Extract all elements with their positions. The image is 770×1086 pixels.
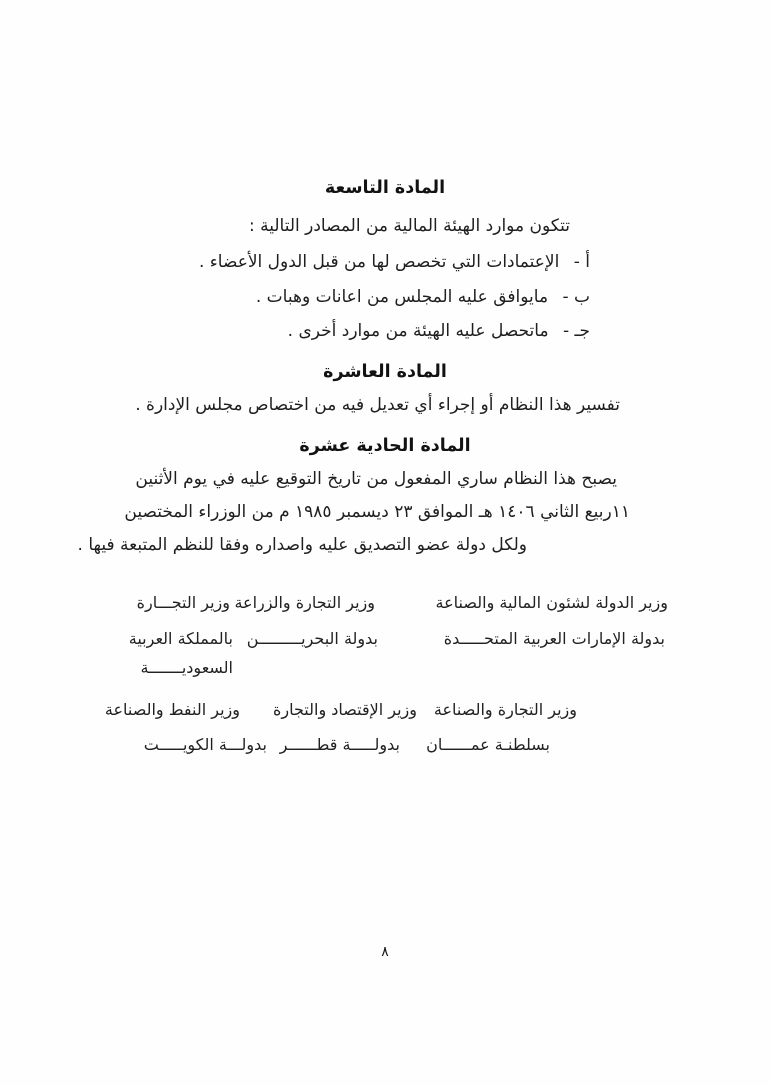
article-eleven-title: المادة الحادية عشرة bbox=[299, 436, 471, 456]
article-nine-item-b bbox=[256, 285, 590, 309]
item-a-text: الإعتمادات التي تخصص لها من قبل الدول الأعضاء . bbox=[198, 252, 560, 272]
item-b-marker: ب - bbox=[562, 287, 590, 307]
article-eleven-line2: ١١ربيع الثاني ١٤٠٦ هـ الموافق ٢٣ ديسمبر ١٩٨٥ م من الوزراء المختصين bbox=[124, 502, 630, 522]
signature-kuwait-state: بدولـــة الكويـــــت bbox=[143, 735, 267, 754]
article-ten-body: تفسير هذا النظام أو إجراء أي تعديل فيه من اختصاص مجلس الإدارة . bbox=[135, 395, 620, 415]
signature-uae-state: بدولة الإمارات العربية المتحـــــدة bbox=[443, 629, 665, 648]
item-b-text: مايوافق عليه المجلس من اعانات وهبات . bbox=[255, 287, 549, 307]
article-nine-intro: تتكون موارد الهيئة المالية من المصادر التالية : bbox=[248, 216, 570, 236]
signature-saudi-minister: وزير التجـــارة bbox=[136, 593, 230, 612]
item-c-text: ماتحصل عليه الهيئة من موارد أخرى . bbox=[287, 321, 549, 341]
signature-kuwait-minister: وزير النفط والصناعة bbox=[104, 700, 240, 719]
item-a-marker: أ - bbox=[573, 252, 590, 272]
article-eleven-line3: ولكل دولة عضو التصديق عليه واصداره وفقا للنظم المتبعة فيها . bbox=[77, 535, 527, 555]
signature-qatar-state: بدولـــــة قطــــــر bbox=[279, 735, 400, 754]
signature-qatar-minister: وزير الإقتصاد والتجارة bbox=[272, 700, 417, 719]
signature-bahrain-state: بدولة البحريـــــــــن bbox=[246, 629, 378, 648]
signature-saudi-state-line1: بالمملكة العربية bbox=[128, 629, 233, 648]
item-c-marker: جـ - bbox=[562, 321, 590, 341]
signature-oman-minister: وزير التجارة والصناعة bbox=[433, 700, 577, 719]
article-eleven-line1: يصبح هذا النظام ساري المفعول من تاريخ التوقيع عليه في يوم الأثنين bbox=[135, 469, 617, 489]
signature-uae-minister: وزير الدولة لشئون المالية والصناعة bbox=[435, 593, 668, 612]
article-nine-title: المادة التاسعة bbox=[324, 178, 446, 198]
article-nine-item-a bbox=[199, 250, 590, 274]
signature-bahrain-minister: وزير التجارة والزراعة bbox=[234, 593, 375, 612]
signature-oman-state: بسلطنـة عمــــــان bbox=[426, 735, 550, 754]
signature-saudi-state-line2: السعوديـــــــة bbox=[140, 658, 233, 677]
article-ten-title: المادة العاشرة bbox=[323, 362, 447, 382]
article-nine-item-c bbox=[288, 319, 590, 343]
page-number: ٨ bbox=[381, 944, 389, 960]
